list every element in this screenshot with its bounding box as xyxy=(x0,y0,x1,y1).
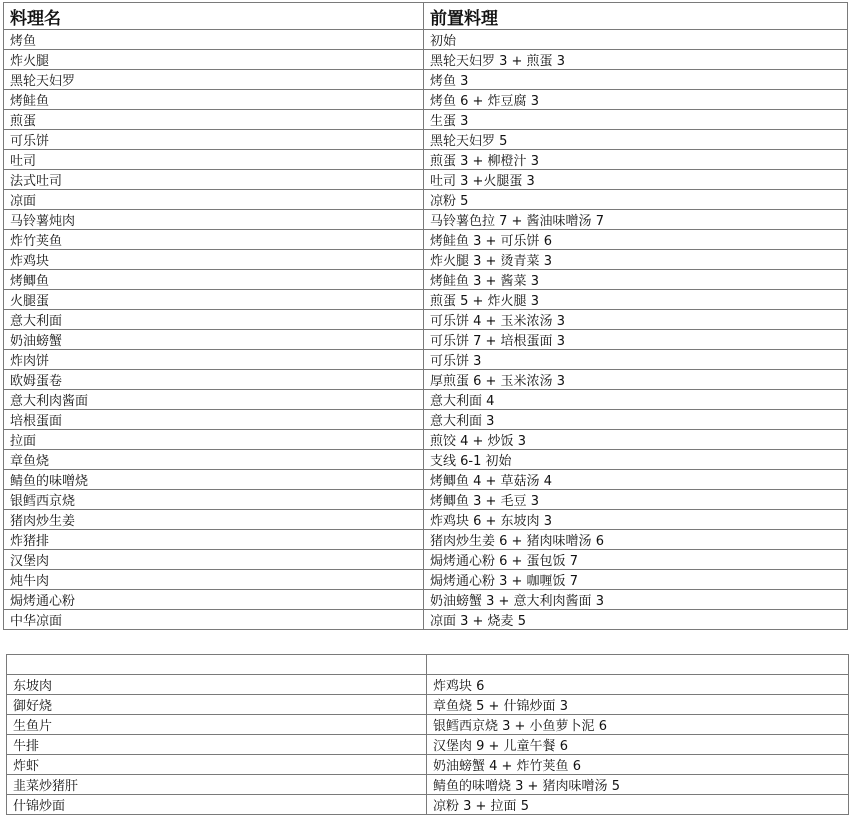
table-row xyxy=(7,714,849,734)
table-row xyxy=(4,610,848,630)
prerequisite-cell: 马铃薯色拉 7 + 酱油味噌汤 7 xyxy=(424,210,848,230)
dish-name-cell: 烤鲫鱼 xyxy=(4,270,424,290)
dish-name-cell: 炸虾 xyxy=(7,754,427,774)
table-row xyxy=(4,170,848,190)
dish-name-cell: 意大利肉酱面 xyxy=(4,390,424,410)
dish-name-cell: 银鳕西京烧 xyxy=(4,490,424,510)
prerequisite-cell: 烤鱼 3 xyxy=(424,70,848,90)
dish-name-cell: 凉面 xyxy=(4,190,424,210)
dish-name-cell: 奶油螃蟹 xyxy=(4,330,424,350)
dish-name-cell: 炸鸡块 xyxy=(4,250,424,270)
table-row xyxy=(4,510,848,530)
table-row xyxy=(4,250,848,270)
prerequisite-cell: 黑轮天妇罗 5 xyxy=(424,130,848,150)
table-row xyxy=(4,270,848,290)
table-row xyxy=(4,70,848,90)
dish-name-cell: 焗烤通心粉 xyxy=(4,590,424,610)
table-row xyxy=(4,110,848,130)
prerequisite-cell: 炸鸡块 6 xyxy=(427,674,849,694)
prerequisite-cell: 吐司 3 +火腿蛋 3 xyxy=(424,170,848,190)
prerequisite-cell: 焗烤通心粉 3 + 咖喱饭 7 xyxy=(424,570,848,590)
dish-name-cell: 猪肉炒生姜 xyxy=(4,510,424,530)
table-row xyxy=(4,330,848,350)
table-row xyxy=(4,590,848,610)
prerequisite-cell: 炸火腿 3 + 烫青菜 3 xyxy=(424,250,848,270)
table-row xyxy=(4,30,848,50)
dish-name-cell: 韭菜炒猪肝 xyxy=(7,774,427,794)
prerequisite-cell xyxy=(427,655,849,675)
dish-name-cell: 可乐饼 xyxy=(4,130,424,150)
table-row xyxy=(7,754,849,774)
prerequisite-cell: 银鳕西京烧 3 + 小鱼萝卜泥 6 xyxy=(427,714,849,734)
dish-name-cell: 炖牛肉 xyxy=(4,570,424,590)
table-header-row xyxy=(4,3,848,30)
dish-name-cell: 章鱼烧 xyxy=(4,450,424,470)
prerequisite-cell: 凉粉 3 + 拉面 5 xyxy=(427,794,849,814)
prerequisite-cell: 支线 6-1 初始 xyxy=(424,450,848,470)
table-row xyxy=(4,190,848,210)
dish-name-cell: 法式吐司 xyxy=(4,170,424,190)
prerequisite-cell: 可乐饼 7 + 培根蛋面 3 xyxy=(424,330,848,350)
dish-name-cell: 生鱼片 xyxy=(7,714,427,734)
dish-name-cell: 牛排 xyxy=(7,734,427,754)
header-prerequisite: 前置料理 xyxy=(424,3,848,30)
table-row xyxy=(4,530,848,550)
table-row xyxy=(7,674,849,694)
dish-name-cell: 意大利面 xyxy=(4,310,424,330)
prerequisite-cell: 鲭鱼的味噌烧 3 + 猪肉味噌汤 5 xyxy=(427,774,849,794)
dish-name-cell: 炸竹荚鱼 xyxy=(4,230,424,250)
prerequisite-cell: 可乐饼 3 xyxy=(424,350,848,370)
table-row xyxy=(7,774,849,794)
dish-name-cell: 烤鲑鱼 xyxy=(4,90,424,110)
dish-name-cell: 东坡肉 xyxy=(7,674,427,694)
dish-name-cell: 汉堡肉 xyxy=(4,550,424,570)
dish-name-cell: 黑轮天妇罗 xyxy=(4,70,424,90)
dish-name-cell: 御好烧 xyxy=(7,694,427,714)
prerequisite-cell: 烤鲫鱼 4 + 草菇汤 4 xyxy=(424,470,848,490)
prerequisite-cell: 意大利面 3 xyxy=(424,410,848,430)
table-row xyxy=(4,490,848,510)
prerequisite-cell: 汉堡肉 9 + 儿童午餐 6 xyxy=(427,734,849,754)
dish-name-cell: 火腿蛋 xyxy=(4,290,424,310)
table-row xyxy=(4,350,848,370)
dish-name-cell xyxy=(7,655,427,675)
prerequisite-cell: 烤鱼 6 + 炸豆腐 3 xyxy=(424,90,848,110)
table-row xyxy=(4,310,848,330)
prerequisite-cell: 烤鲫鱼 3 + 毛豆 3 xyxy=(424,490,848,510)
table-row xyxy=(4,90,848,110)
prerequisite-cell: 煎饺 4 + 炒饭 3 xyxy=(424,430,848,450)
prerequisite-cell: 煎蛋 3 + 柳橙汁 3 xyxy=(424,150,848,170)
prerequisite-cell: 烤鲑鱼 3 + 酱菜 3 xyxy=(424,270,848,290)
prerequisite-cell: 初始 xyxy=(424,30,848,50)
table-row xyxy=(4,290,848,310)
table-row xyxy=(4,210,848,230)
dish-name-cell: 鲭鱼的味噌烧 xyxy=(4,470,424,490)
table-row xyxy=(7,694,849,714)
dish-name-cell: 中华凉面 xyxy=(4,610,424,630)
prerequisite-cell: 凉面 3 + 烧麦 5 xyxy=(424,610,848,630)
table-row xyxy=(4,410,848,430)
table-row xyxy=(4,430,848,450)
dish-name-cell: 欧姆蛋卷 xyxy=(4,370,424,390)
recipe-table xyxy=(3,2,848,630)
prerequisite-cell: 猪肉炒生姜 6 + 猪肉味噌汤 6 xyxy=(424,530,848,550)
table-row xyxy=(4,50,848,70)
dish-name-cell: 烤鱼 xyxy=(4,30,424,50)
table-row xyxy=(4,150,848,170)
table-row xyxy=(4,570,848,590)
prerequisite-cell: 可乐饼 4 + 玉米浓汤 3 xyxy=(424,310,848,330)
dish-name-cell: 马铃薯炖肉 xyxy=(4,210,424,230)
prerequisite-cell: 奶油螃蟹 3 + 意大利肉酱面 3 xyxy=(424,590,848,610)
prerequisite-cell: 章鱼烧 5 + 什锦炒面 3 xyxy=(427,694,849,714)
prerequisite-cell: 意大利面 4 xyxy=(424,390,848,410)
prerequisite-cell: 焗烤通心粉 6 + 蛋包饭 7 xyxy=(424,550,848,570)
header-dish-name: 料理名 xyxy=(4,3,424,30)
prerequisite-cell: 凉粉 5 xyxy=(424,190,848,210)
table-row xyxy=(4,230,848,250)
dish-name-cell: 拉面 xyxy=(4,430,424,450)
prerequisite-cell: 厚煎蛋 6 + 玉米浓汤 3 xyxy=(424,370,848,390)
prerequisite-cell: 炸鸡块 6 + 东坡肉 3 xyxy=(424,510,848,530)
dish-name-cell: 炸肉饼 xyxy=(4,350,424,370)
table-row xyxy=(4,470,848,490)
prerequisite-cell: 生蛋 3 xyxy=(424,110,848,130)
dish-name-cell: 煎蛋 xyxy=(4,110,424,130)
table-row xyxy=(4,370,848,390)
prerequisite-cell: 黑轮天妇罗 3 + 煎蛋 3 xyxy=(424,50,848,70)
prerequisite-cell: 煎蛋 5 + 炸火腿 3 xyxy=(424,290,848,310)
table-row xyxy=(4,130,848,150)
prerequisite-cell: 烤鲑鱼 3 + 可乐饼 6 xyxy=(424,230,848,250)
table-row xyxy=(7,655,849,675)
dish-name-cell: 什锦炒面 xyxy=(7,794,427,814)
dish-name-cell: 炸猪排 xyxy=(4,530,424,550)
dish-name-cell: 炸火腿 xyxy=(4,50,424,70)
prerequisite-cell: 奶油螃蟹 4 + 炸竹荚鱼 6 xyxy=(427,754,849,774)
table-row xyxy=(4,550,848,570)
table-row xyxy=(4,390,848,410)
dish-name-cell: 吐司 xyxy=(4,150,424,170)
table-row xyxy=(7,734,849,754)
table-row xyxy=(4,450,848,470)
dish-name-cell: 培根蛋面 xyxy=(4,410,424,430)
table-row xyxy=(7,794,849,814)
